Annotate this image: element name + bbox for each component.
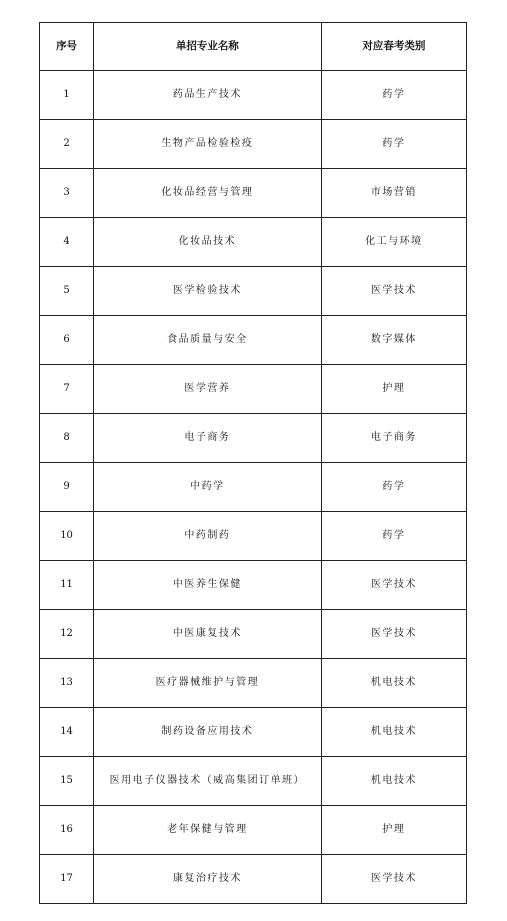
row-category: 机电技术 bbox=[321, 659, 466, 708]
row-index: 2 bbox=[40, 120, 94, 169]
table-header-row bbox=[40, 23, 467, 71]
row-major-name: 中医养生保健 bbox=[94, 561, 322, 610]
table-row bbox=[40, 71, 467, 120]
row-category: 化工与环境 bbox=[321, 218, 466, 267]
row-index: 8 bbox=[40, 414, 94, 463]
row-major-name: 医疗器械维护与管理 bbox=[94, 659, 322, 708]
row-index: 11 bbox=[40, 561, 94, 610]
row-major-name: 康复治疗技术 bbox=[94, 855, 322, 904]
table-row bbox=[40, 120, 467, 169]
row-major-name: 制药设备应用技术 bbox=[94, 708, 322, 757]
row-category: 机电技术 bbox=[321, 708, 466, 757]
row-index: 7 bbox=[40, 365, 94, 414]
header-index: 序号 bbox=[40, 23, 94, 71]
row-category: 医学技术 bbox=[321, 610, 466, 659]
row-category: 数字媒体 bbox=[321, 316, 466, 365]
row-index: 1 bbox=[40, 71, 94, 120]
row-index: 12 bbox=[40, 610, 94, 659]
row-category: 电子商务 bbox=[321, 414, 466, 463]
table-row bbox=[40, 708, 467, 757]
row-major-name: 老年保健与管理 bbox=[94, 806, 322, 855]
header-category: 对应春考类别 bbox=[321, 23, 466, 71]
table-row bbox=[40, 267, 467, 316]
row-index: 13 bbox=[40, 659, 94, 708]
row-category: 药学 bbox=[321, 463, 466, 512]
row-index: 3 bbox=[40, 169, 94, 218]
row-index: 16 bbox=[40, 806, 94, 855]
table-row bbox=[40, 365, 467, 414]
row-category: 药学 bbox=[321, 120, 466, 169]
header-major: 单招专业名称 bbox=[94, 23, 322, 71]
row-index: 5 bbox=[40, 267, 94, 316]
row-major-name: 电子商务 bbox=[94, 414, 322, 463]
row-category: 机电技术 bbox=[321, 757, 466, 806]
table-row bbox=[40, 806, 467, 855]
row-index: 4 bbox=[40, 218, 94, 267]
row-category: 医学技术 bbox=[321, 855, 466, 904]
row-category: 药学 bbox=[321, 512, 466, 561]
row-category: 医学技术 bbox=[321, 561, 466, 610]
table-row bbox=[40, 414, 467, 463]
row-major-name: 医学检验技术 bbox=[94, 267, 322, 316]
row-index: 9 bbox=[40, 463, 94, 512]
row-index: 15 bbox=[40, 757, 94, 806]
table-row bbox=[40, 659, 467, 708]
row-major-name: 生物产品检验检疫 bbox=[94, 120, 322, 169]
majors-table bbox=[39, 22, 467, 904]
row-major-name: 中药学 bbox=[94, 463, 322, 512]
table-row bbox=[40, 512, 467, 561]
table-row bbox=[40, 855, 467, 904]
row-index: 17 bbox=[40, 855, 94, 904]
table-row bbox=[40, 316, 467, 365]
row-major-name: 医用电子仪器技术（威高集团订单班） bbox=[94, 757, 322, 806]
row-major-name: 食品质量与安全 bbox=[94, 316, 322, 365]
row-index: 14 bbox=[40, 708, 94, 757]
row-index: 10 bbox=[40, 512, 94, 561]
table-row bbox=[40, 218, 467, 267]
row-major-name: 药品生产技术 bbox=[94, 71, 322, 120]
row-category: 护理 bbox=[321, 365, 466, 414]
row-major-name: 中医康复技术 bbox=[94, 610, 322, 659]
row-major-name: 化妆品技术 bbox=[94, 218, 322, 267]
table-row bbox=[40, 610, 467, 659]
row-major-name: 化妆品经营与管理 bbox=[94, 169, 322, 218]
table-row bbox=[40, 463, 467, 512]
table-row bbox=[40, 561, 467, 610]
row-index: 6 bbox=[40, 316, 94, 365]
row-category: 医学技术 bbox=[321, 267, 466, 316]
row-category: 护理 bbox=[321, 806, 466, 855]
row-category: 市场营销 bbox=[321, 169, 466, 218]
row-category: 药学 bbox=[321, 71, 466, 120]
row-major-name: 医学营养 bbox=[94, 365, 322, 414]
table-row bbox=[40, 757, 467, 806]
table-body bbox=[40, 71, 467, 904]
table-row bbox=[40, 169, 467, 218]
row-major-name: 中药制药 bbox=[94, 512, 322, 561]
